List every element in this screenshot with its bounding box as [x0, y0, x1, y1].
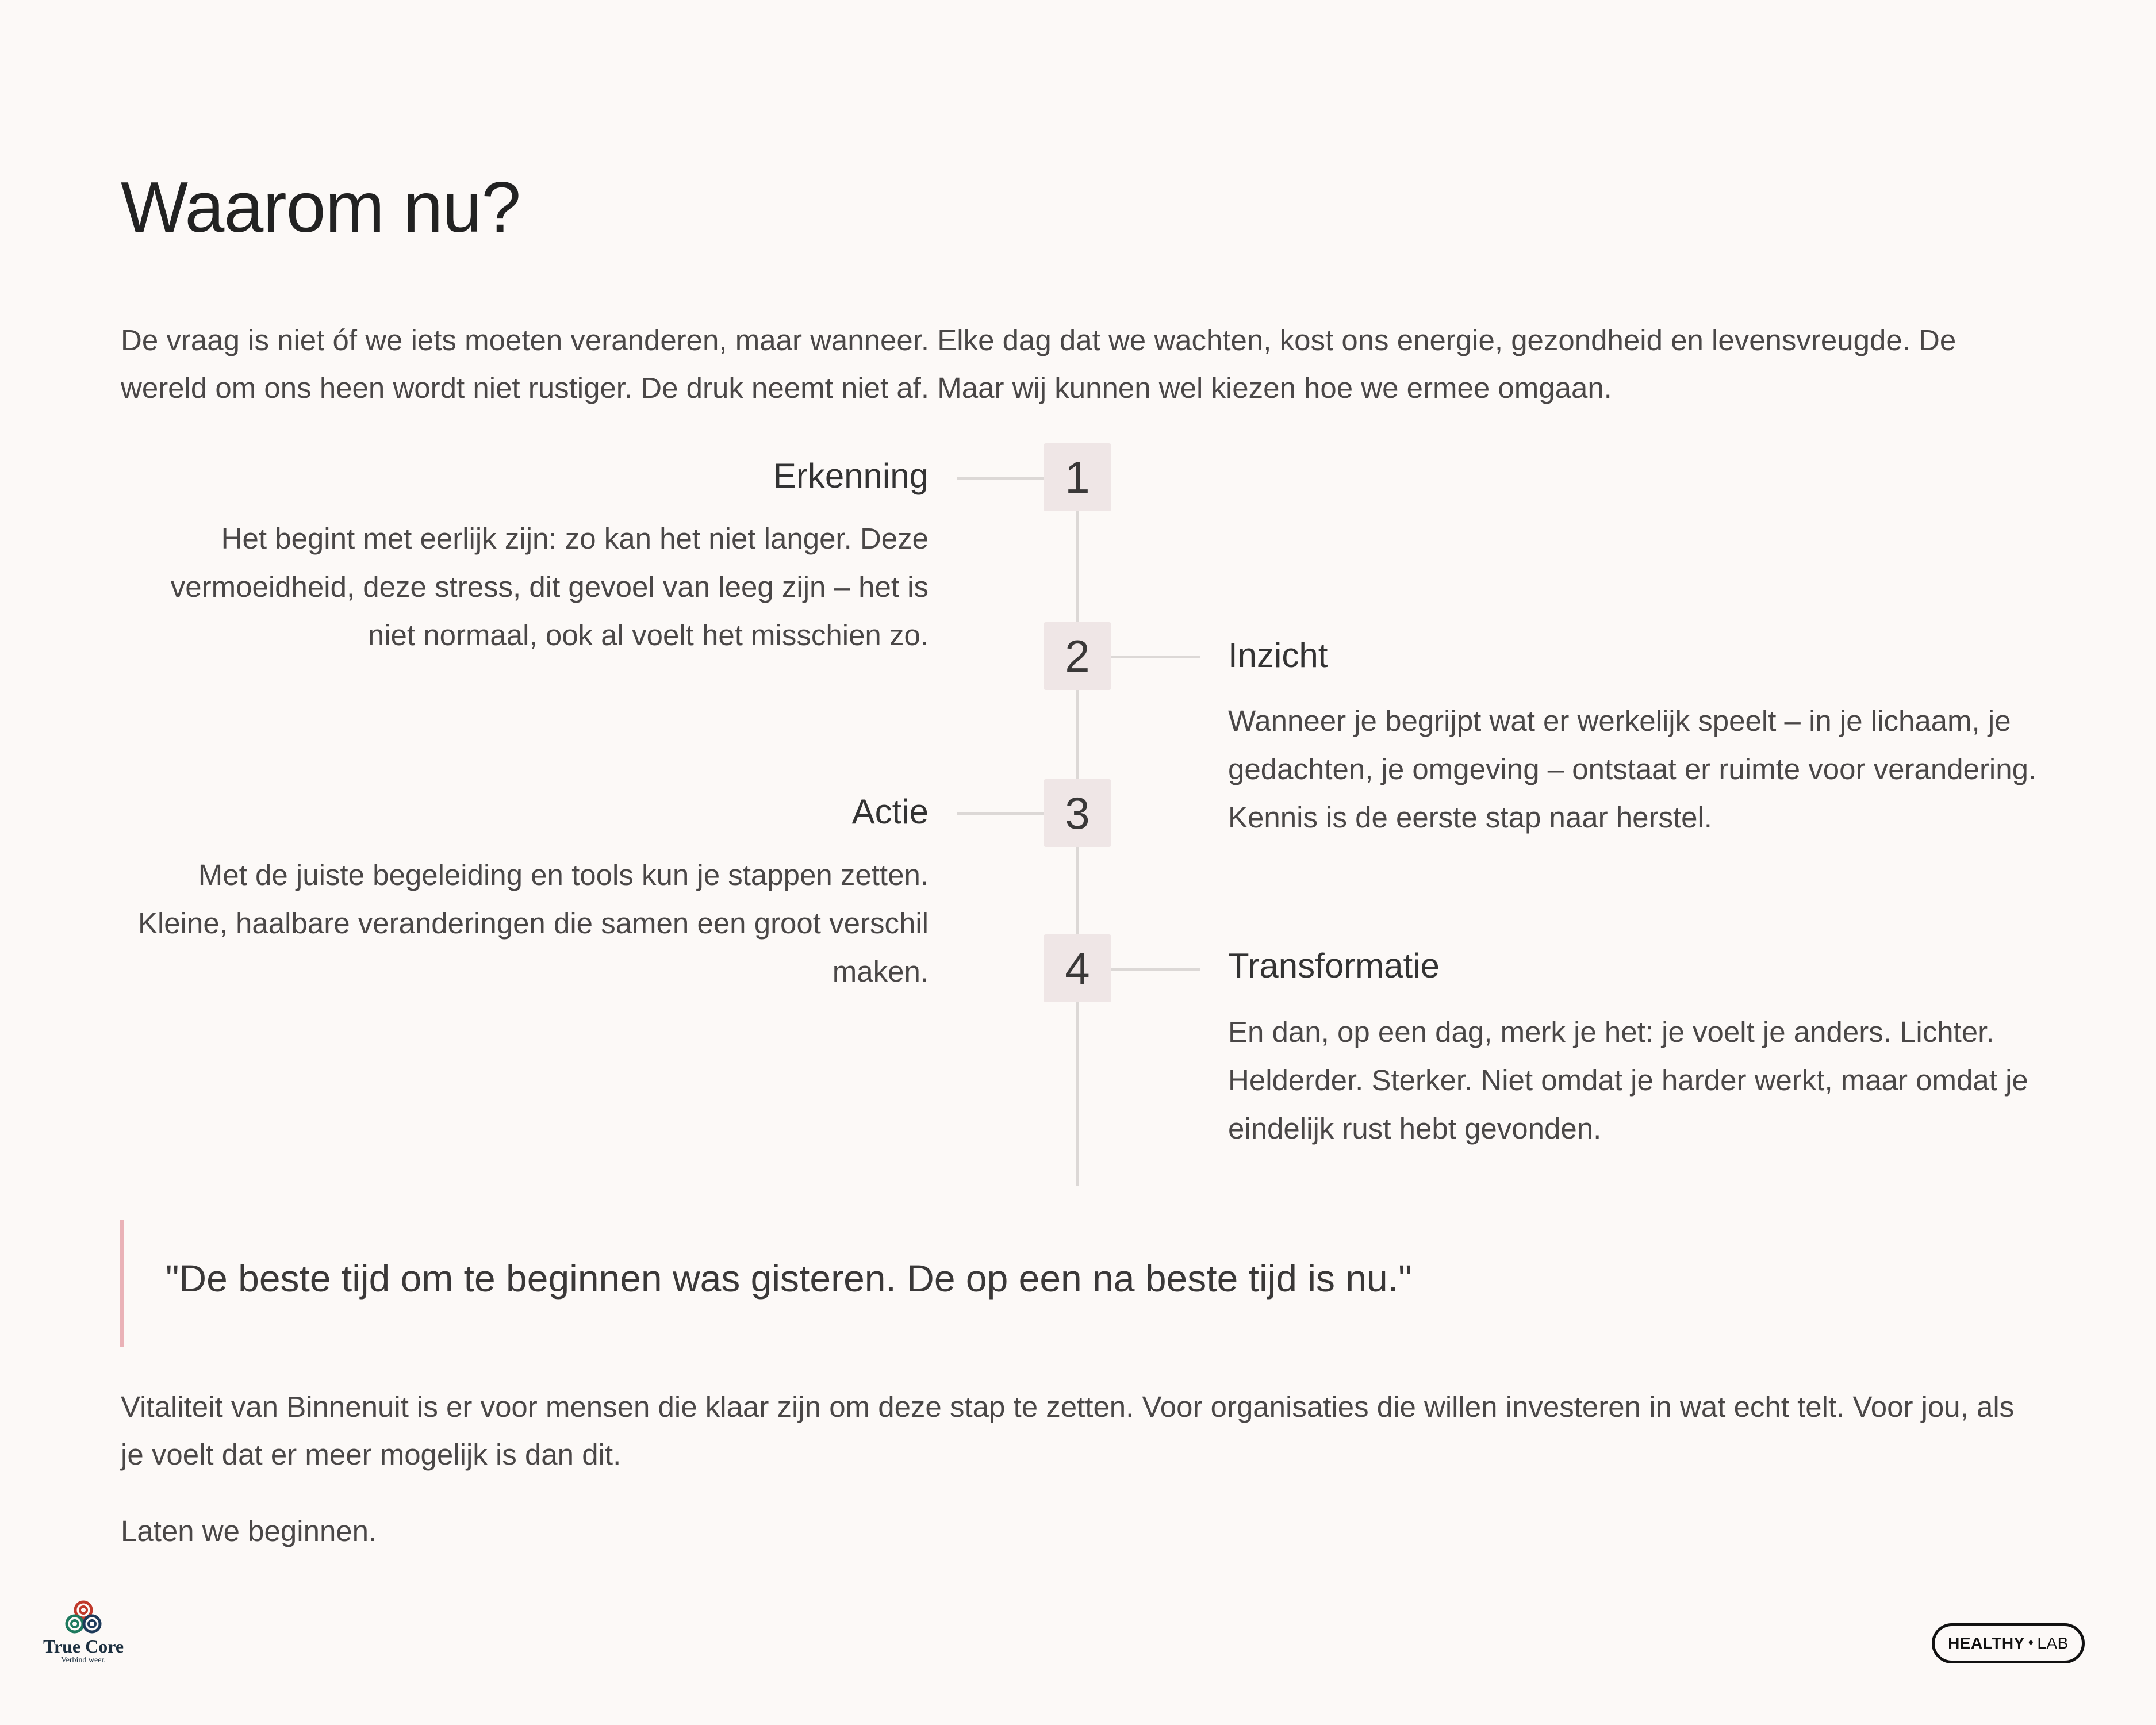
step-3-title: Actie [851, 792, 929, 831]
step-3-connector [957, 812, 1044, 815]
step-2-title: Inzicht [1228, 636, 1328, 674]
true-core-name: True Core [43, 1636, 124, 1657]
step-2-number: 2 [1044, 622, 1111, 690]
triskele-icon [63, 1598, 103, 1636]
page-title: Waarom nu? [121, 168, 521, 247]
outro-paragraph: Vitaliteit van Binnenuit is er voor mensen die klaar zijn om deze stap te zetten. Voor organisaties die willen investeren in wat echt telt. Voor jou, als je voelt dat er meer mogelijk is dan dit. [121, 1390, 2015, 1471]
true-core-logo [40, 1598, 126, 1679]
healthy-lab-part1: HEALTHY [1948, 1634, 2025, 1652]
intro-paragraph: De vraag is niet óf we iets moeten veranderen, maar wanneer. Elke dag dat we wachten, kost ons energie, gezondheid en levensvreugde. De wereld om ons heen wordt niet rustiger. De druk neemt niet af. Maar wij kunnen wel kiezen hoe we ermee omgaan. [121, 324, 1956, 404]
step-4-title: Transformatie [1228, 946, 1440, 985]
step-4-text: En dan, op een dag, merk je het: je voelt je anders. Lichter. Helderder. Sterker. Niet omdat je harder werkt, maar omdat je eindelijk rust hebt gevonden. [1228, 1015, 2028, 1145]
step-4-connector [1111, 968, 1200, 971]
quote-accent-bar [120, 1220, 124, 1347]
step-1-text: Het begint met eerlijk zijn: zo kan het niet langer. Deze vermoeidheid, deze stress, dit gevoel van leeg zijn – het is niet normaal, ook al voelt het misschien zo. [170, 522, 929, 651]
step-4-number: 4 [1044, 934, 1111, 1002]
pull-quote: "De beste tijd om te beginnen was gisteren. De op een na beste tijd is nu." [166, 1257, 1412, 1300]
step-1-connector [957, 477, 1044, 480]
healthy-lab-part2: LAB [2037, 1634, 2069, 1652]
true-core-tagline: Verbind weer. [61, 1656, 106, 1665]
step-1-title: Erkenning [773, 457, 929, 495]
step-2-text: Wanneer je begrijpt wat er werkelijk speelt – in je lichaam, je gedachten, je omgeving – ontstaat er ruimte voor verandering. Kennis is de eerste stap naar herstel. [1228, 704, 2037, 834]
closing-line: Laten we beginnen. [121, 1515, 377, 1547]
healthy-lab-separator: • [2028, 1633, 2034, 1651]
step-1-number: 1 [1044, 443, 1111, 511]
healthy-lab-logo [1932, 1623, 2085, 1663]
step-2-connector [1111, 656, 1200, 658]
step-3-number: 3 [1044, 779, 1111, 847]
step-3-text: Met de juiste begeleiding en tools kun je stappen zetten. Kleine, haalbare veranderingen die samen een groot verschil maken. [137, 858, 929, 988]
